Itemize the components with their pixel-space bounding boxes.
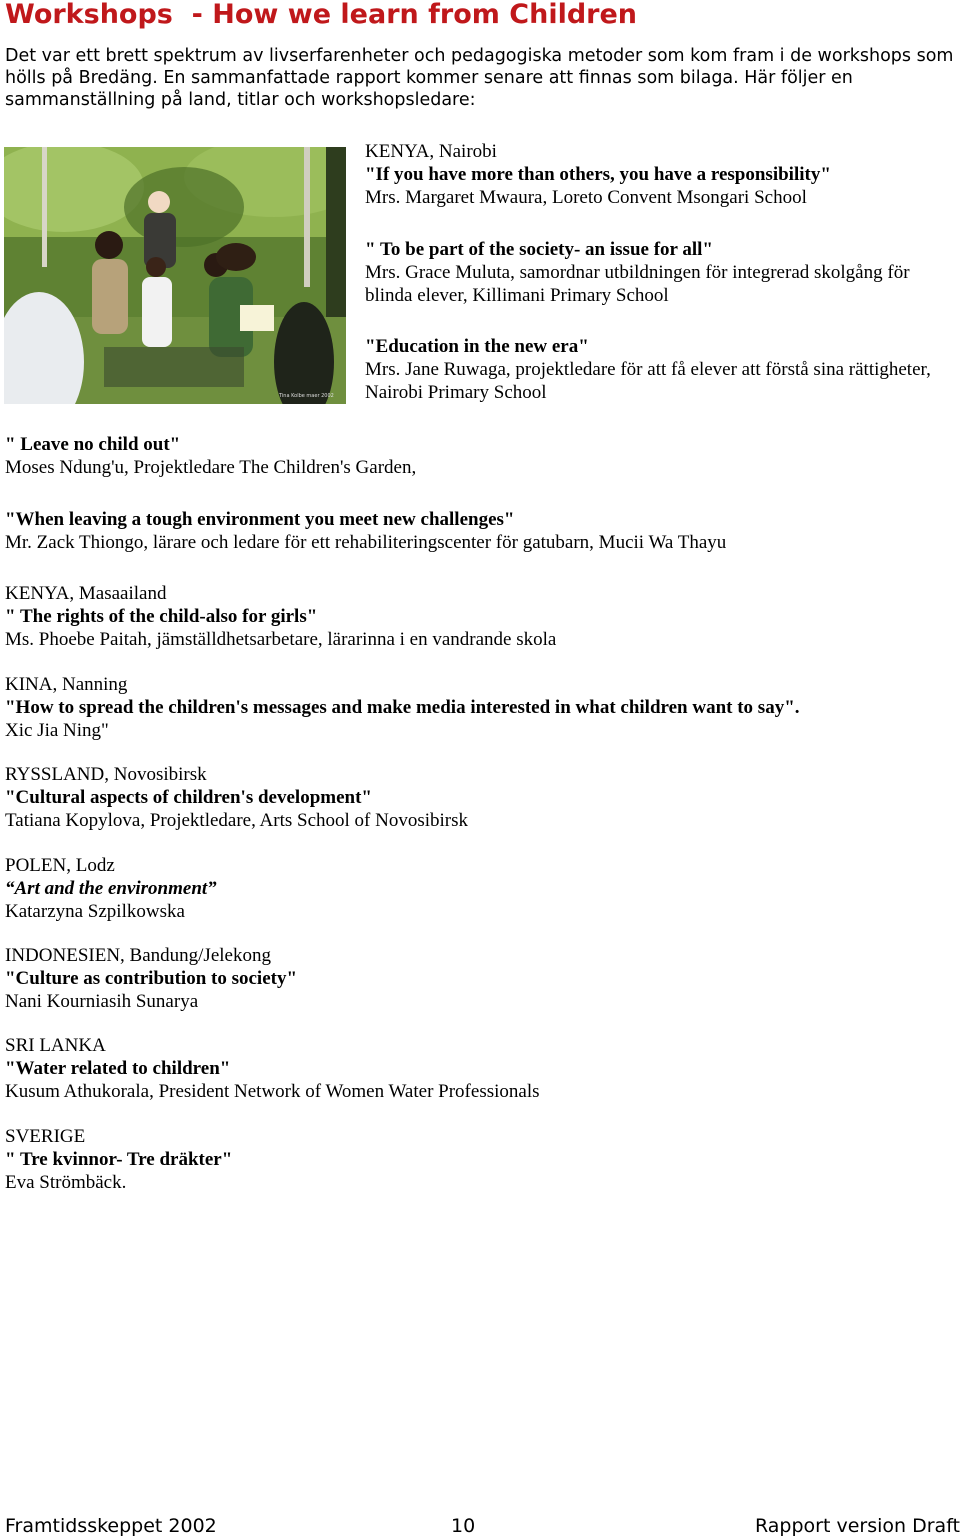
workshop-entry bbox=[5, 1035, 955, 1103]
workshop-leader: Tatiana Kopylova, Projektledare, Arts School of Novosibirsk bbox=[5, 809, 469, 831]
workshop-leader: Nani Kourniasih Sunarya bbox=[5, 990, 199, 1012]
workshop-title: “Art and the environment” bbox=[5, 877, 217, 899]
workshop-entry bbox=[5, 945, 955, 1013]
page-number: 10 bbox=[451, 1515, 476, 1537]
footer-right: Rapport version Draft bbox=[755, 1515, 960, 1537]
workshop-entry bbox=[5, 674, 955, 742]
workshop-leader: Mrs. Margaret Mwaura, Loreto Convent Msongari School bbox=[365, 186, 807, 208]
workshop-location: INDONESIEN, Bandung/Jelekong bbox=[5, 945, 271, 966]
workshop-leader: Katarzyna Szpilkowska bbox=[5, 900, 185, 922]
workshop-title: "Culture as contribution to society" bbox=[5, 967, 298, 989]
workshop-title: " The rights of the child-also for girls" bbox=[5, 605, 318, 627]
workshop-photo bbox=[4, 147, 346, 404]
workshop-title: " To be part of the society- an issue for all" bbox=[365, 239, 713, 260]
workshop-entry bbox=[365, 336, 955, 404]
workshop-location: POLEN, Lodz bbox=[5, 855, 115, 876]
workshop-entry bbox=[365, 239, 955, 307]
workshop-entry bbox=[365, 141, 955, 209]
workshop-leader: Mrs. Jane Ruwaga, projektledare för att få elever att förstå sina rättigheter, Nairobi Primary School bbox=[365, 358, 931, 403]
workshop-leader: Mrs. Grace Muluta, samordnar utbildningen för integrerad skolgång för blinda elever, Killimani Primary School bbox=[365, 261, 910, 306]
intro-paragraph: Det var ett brett spektrum av livserfarenheter och pedagogiska metoder som kom fram i de workshops som hölls på Bredäng. En sammanfattade rapport kommer senare att finnas som bilaga. Här följer en sammanställning på land, titlar och workshopsledare: bbox=[5, 46, 954, 110]
workshop-title: " Tre kvinnor- Tre dräkter" bbox=[5, 1148, 233, 1170]
workshop-entry bbox=[5, 583, 955, 651]
workshop-leader: Mr. Zack Thiongo, lärare och ledare för ett rehabiliteringscenter för gatubarn, Mucii Wa Thayu bbox=[5, 531, 727, 553]
workshop-leader: Moses Ndung'u, Projektledare The Children's Garden, bbox=[5, 456, 417, 478]
workshop-title: "When leaving a tough environment you meet new challenges" bbox=[5, 509, 515, 530]
photo-credit: Tina Kolbe maer 2002 bbox=[279, 393, 334, 399]
workshop-title: "Water related to children" bbox=[5, 1057, 231, 1079]
workshop-leader: Eva Strömbäck. bbox=[5, 1171, 127, 1193]
workshop-title: "How to spread the children's messages and make media interested in what children want to say". bbox=[5, 696, 800, 718]
workshop-location: SVERIGE bbox=[5, 1126, 86, 1147]
page-title: Workshops - How we learn from Children bbox=[5, 0, 638, 30]
workshop-title: "Education in the new era" bbox=[365, 336, 589, 357]
footer-left: Framtidsskeppet 2002 bbox=[5, 1515, 217, 1537]
workshop-location: SRI LANKA bbox=[5, 1035, 106, 1056]
workshop-entry bbox=[5, 1126, 955, 1194]
workshop-leader: Kusum Athukorala, President Network of Women Water Professionals bbox=[5, 1080, 540, 1102]
workshop-title: "Cultural aspects of children's development" bbox=[5, 786, 372, 808]
workshop-title: " Leave no child out" bbox=[5, 434, 181, 455]
workshop-entry bbox=[5, 509, 955, 555]
workshop-entry bbox=[5, 764, 955, 832]
workshop-location: KENYA, Nairobi bbox=[365, 141, 497, 162]
workshop-location: KINA, Nanning bbox=[5, 674, 128, 695]
workshop-leader: Xic Jia Ning" bbox=[5, 719, 109, 741]
workshop-location: RYSSLAND, Novosibirsk bbox=[5, 764, 207, 785]
workshop-location: KENYA, Masaailand bbox=[5, 583, 167, 604]
workshop-entry bbox=[5, 434, 955, 480]
page-footer bbox=[5, 1514, 960, 1540]
workshop-leader: Ms. Phoebe Paitah, jämställdhetsarbetare, lärarinna i en vandrande skola bbox=[5, 628, 557, 650]
workshop-entry bbox=[5, 855, 955, 923]
workshop-title: "If you have more than others, you have a responsibility" bbox=[365, 163, 831, 185]
